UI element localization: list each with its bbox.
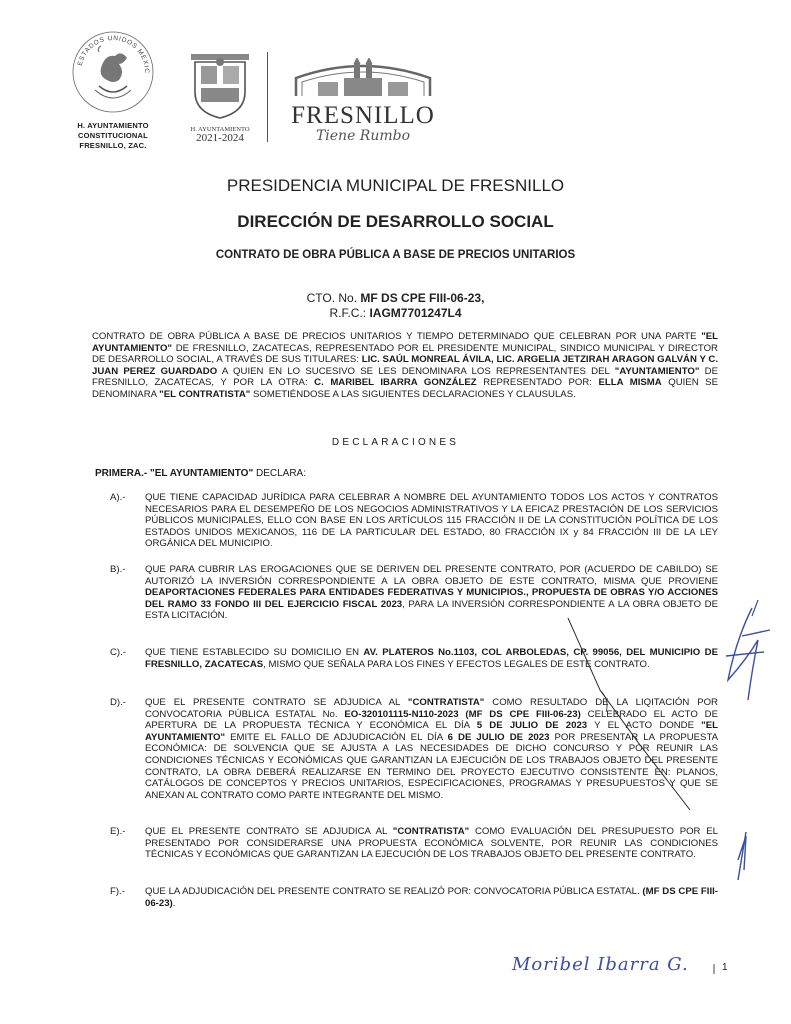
rfc-value: IAGM7701247L4 — [369, 306, 462, 320]
clause-a-label: A).- — [110, 492, 126, 503]
cto-label: CTO. No. — [306, 291, 361, 305]
page-title: PRESIDENCIA MUNICIPAL DE FRESNILLO — [226, 176, 565, 195]
clause-b-text: QUE PARA CUBRIR LAS EROGACIONES QUE SE DERIVEN DEL PRESENTE CONTRATO, POR (ACUERDO DE CABILDO) SE AUTORIZÓ LA INVERSIÓN CORRESPONDIENTE A LA OBRA OBJETO DE ESTE CONTRATO, MISMA QUE PROVIENE DEAPORTACIONES FEDERALES PARA ENTIDADES FEDERATIVAS Y MUNICIPIOS., PROPUESTA DE OBRAS Y/O ACCIONES DEL RAMO 33 FONDO III DEL EJERCICIO FISCAL 2023, PARA LA INVERSIÓN CORRESPONDIENTE A LA OBRA OBJETO DE ESTA LICITACIÓN. — [145, 564, 718, 622]
page-number: 1 — [722, 962, 728, 973]
shield-caption: H. AYUNTAMIENTO — [190, 126, 250, 133]
clause-f-text: QUE LA ADJUDICACIÓN DEL PRESENTE CONTRATO SE REALIZÓ POR: CONVOCATORIA PÚBLICA ESTATAL. (MF DS CPE FIII-06-23). — [145, 886, 718, 909]
clause-e-text: QUE EL PRESENTE CONTRATO SE ADJUDICA AL "CONTRATISTA" COMO EVALUACIÓN DEL PRESUPUESTO POR EL PRESENTADO POR CONSIDERARSE UNA PROPUESTA ECONÓMICA SOLVENTE, POR REUNIR LAS CONDICIONES TÉCNICAS Y ECONÓMICAS QUE GARANTIZAN LA EJECUCIÓN DE LOS TRABAJOS OBJETO DEL PRESENTE CONTRATO. — [145, 826, 718, 861]
clause-c-text: QUE TIENE ESTABLECIDO SU DOMICILIO EN AV. PLATEROS No.1103, COL ARBOLEDAS, CP. 99056, DEL MUNICIPIO DE FRESNILLO, ZACATECAS, MISMO QUE SEÑALA PARA LOS FINES Y EFECTOS LEGALES DE ESTE CONTRATO. — [145, 647, 718, 670]
seal-caption-line-2: CONSTITUCIONAL — [78, 131, 148, 140]
clause-d-label: D).- — [110, 697, 126, 708]
clause-c-label: C).- — [110, 647, 126, 658]
cto-number: MF DS CPE FIII-06-23, — [360, 291, 485, 305]
primera-heading: PRIMERA.- "EL AYUNTAMIENTO" DECLARA: — [95, 468, 306, 479]
seal-caption-line-1: H. AYUNTAMIENTO — [77, 121, 149, 130]
seal-caption-line-3: FRESNILLO, ZAC. — [79, 141, 147, 150]
contract-type-title: CONTRATO DE OBRA PÚBLICA A BASE DE PRECIOS UNITARIOS — [215, 249, 576, 261]
seal-ring-text: ESTADOS UNIDOS MEXIC — [76, 34, 151, 74]
declarations-heading: DECLARACIONES — [331, 437, 460, 448]
clause-f-label: F).- — [110, 886, 125, 897]
intro-paragraph: CONTRATO DE OBRA PÚBLICA A BASE DE PRECIOS UNITARIOS Y TIEMPO DETERMINADO QUE CELEBRAN POR UNA PARTE "EL AYUNTAMIENTO" DE FRESNILLO, ZACATECAS, REPRESENTADO POR EL PRESIDENTE MUNICIPAL, SINDICO MUNICIPAL Y DIRECTOR DE DESARROLLO SOCIAL, A TRAVÉS DE SUS TITULARES: LIC. SAÚL MONREAL ÁVILA, LIC. ARGELIA JETZIRAH ARAGON GALVÁN Y C. JUAN PEREZ GUARDADO A QUIEN EN LO SUCESIVO SE LES DENOMINARA LOS REPRESENTANTES DEL "AYUNTAMIENTO" DE FRESNILLO, ZACATECAS, Y POR LA OTRA: C. MARIBEL IBARRA GONZÁLEZ REPRESENTADO POR: ELLA MISMA QUIEN SE DENOMINARA "EL CONTRATISTA" SOMETIÉNDOSE A LAS SIGUIENTES DECLARACIONES Y CLAUSULAS. — [92, 331, 718, 400]
clause-e-label: E).- — [110, 826, 126, 837]
rfc-label: R.F.C.: — [329, 306, 370, 320]
clause-d-text: QUE EL PRESENTE CONTRATO SE ADJUDICA AL "CONTRATISTA" COMO RESULTADO DE LA LIQITACIÓN POR CONVOCATORIA PÚBLICA ESTATAL No. EO-320101115-N110-2023 (MF DS CPE FIII-06-23) CELEBRADO EL ACTO DE APERTURA DE LA PROPUESTA TÉCNICA Y ECONÓMICA EL DÍA 5 DE JULIO DE 2023 Y EL ACTO DONDE "EL AYUNTAMIENTO" EMITE EL FALLO DE ADJUDICACIÓN EL DÍA 6 DE JULIO DE 2023 POR PRESENTAR LA PROPUESTA ECONÓMICA: DE SOLVENCIA QUE SE AJUSTA A LAS NECESIDADES DE DICHO CONCURSO Y POR REUNIR LAS CONDICIONES TÉCNICAS Y ECONÓMICAS QUE GARANTIZAN LA EJECUCIÓN DE LOS TRABAJOS OBJETO DEL PRESENTE CONTRATO, LA OBRA DEBERÁ REALIZARSE EN TERMINO DEL PROYECTO EJECUTIVO CONSISTENTE EN: PLANOS, CATÁLOGOS DE CONCEPTOS Y PRECIOS UNITARIOS, ESPECIFICACIONES, PROGRAMAS Y PRESUPUESTOS Y QUE SE ANEXAN AL CONTRATO COMO PARTE INTEGRANTE DEL MISMO. — [145, 697, 719, 801]
clause-a-text: QUE TIENE CAPACIDAD JURÍDICA PARA CELEBRAR A NOMBRE DEL AYUNTAMIENTO TODOS LOS ACTOS Y CONTRATOS NECESARIOS PARA EL DESEMPEÑO DE LOS NEGOCIOS ADMINISTRATIVOS Y LA EFICAZ PRESTACIÓN DE LOS SERVICIOS PÚBLICOS MUNICIPALES, ELLO CON BASE EN LOS ARTÍCULOS 115 FRACCIÓN II DE LA CONSTITUCIÓN POLÍTICA DE LOS ESTADOS UNIDOS MEXICANOS, 116 DE LA PARTICULAR DEL ESTADO, 80 FRACCIÓN IX y 84 FRACCIÓN III DE LA LEY ORGÁNICA DEL MUNICIPIO. — [145, 492, 718, 550]
brand-tagline: Tiene Rumbo — [315, 128, 411, 144]
direction-title: DIRECCIÓN DE DESARROLLO SOCIAL — [237, 212, 554, 231]
contractor-signature: Moribel Ibarra G. — [512, 954, 689, 975]
shield-years: 2021-2024 — [196, 132, 244, 144]
clause-b-label: B).- — [110, 564, 126, 575]
brand-name: FRESNILLO — [291, 102, 435, 129]
